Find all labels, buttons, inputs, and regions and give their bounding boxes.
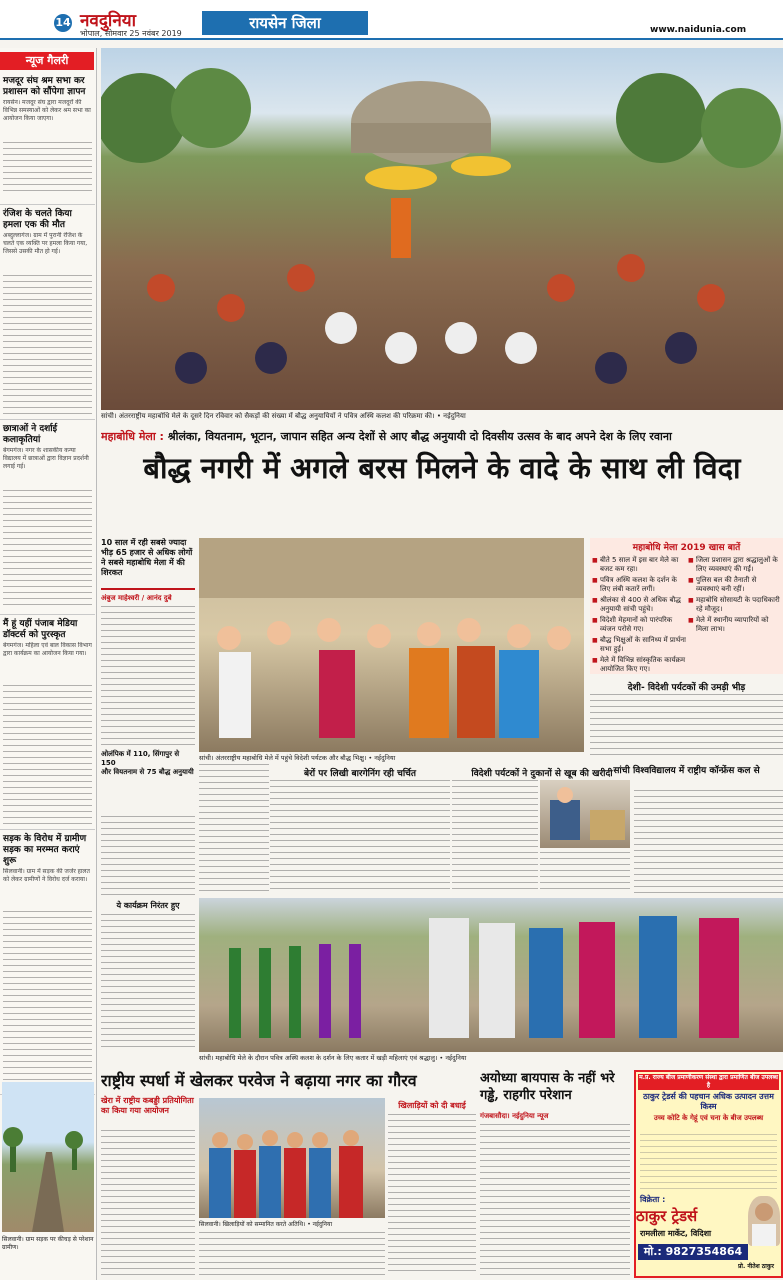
sports-subhead: खिलाड़ियों को दी बधाई xyxy=(398,1101,466,1110)
tourists-photo xyxy=(199,538,584,752)
shops-text xyxy=(452,780,538,894)
newspaper-brand: नवदुनिया xyxy=(80,11,137,31)
story-column-text xyxy=(199,764,269,894)
brief-item xyxy=(0,209,95,420)
sidebar-item: ■ महाबोधि सोसायटी के पदाधिकारी रहे मौजूद। xyxy=(688,596,781,614)
sports-headline: राष्ट्रीय स्पर्धा में खेलकर परवेज ने बढ़ाया नगर का गौरव xyxy=(101,1071,417,1090)
sports-text xyxy=(101,1130,195,1276)
story-deck-line xyxy=(101,428,783,446)
brief-title: सड़क के विरोध में ग्रामीण सड़क का मरम्मत कराएं शुरू xyxy=(3,834,87,866)
sidebar-list-left xyxy=(592,554,686,672)
programs-subhead: ये कार्यक्रम निरंतर हुए xyxy=(116,901,180,910)
shop-caption-lines xyxy=(540,852,630,894)
brief-body: अब्दुल्लागंज। ग्राम में पुरानी रंजिश के चलते एक व्यक्ति पर हमला किया गया, जिससे उसकी मौत हो गई। xyxy=(3,232,88,255)
sidebar-list-right xyxy=(688,554,781,672)
sidebar-item: ■ मेले में स्थानीय व्यापारियों को मिला लाभ। xyxy=(688,616,781,634)
briefs-list xyxy=(0,72,95,1095)
ad-person-photo xyxy=(748,1196,780,1246)
ad-seed-list xyxy=(640,1134,777,1190)
ad-person-name: प्रो. नीतेश ठाकुर xyxy=(738,1263,774,1270)
ad-person-illustration xyxy=(748,1196,780,1246)
sports-photo-illustration xyxy=(199,1098,385,1218)
text-lines xyxy=(3,142,92,192)
numbers-highlight xyxy=(101,750,195,812)
numbers-line-2: और वियतनाम से 75 बौद्ध अनुयायी xyxy=(101,768,194,776)
sidebar-title: महाबोधि मेला 2019 खास बातें xyxy=(632,543,741,553)
sidebar-item: ■ पवित्र अस्थि कलश के दर्शन के लिए लंबी कतारें लगीं। xyxy=(592,576,686,594)
district-banner: रायसेन जिला xyxy=(202,11,368,35)
ad-shop-name: ठाकुर ट्रेडर्स xyxy=(636,1207,698,1225)
tourists-photo-caption: सांची। अंतरराष्ट्रीय महाबोधि मेले में पहुंचे विदेशी पर्यटक और बौद्ध भिक्षु। • नईदुनिया xyxy=(199,754,396,762)
brief-body: सिलवानी। ग्राम में सड़क की जर्जर हालत को लेकर ग्रामीणों ने विरोध दर्ज कराया। xyxy=(3,868,90,883)
news-gallery-label: न्यूज गैलरी xyxy=(0,52,94,70)
conference-subhead: सांची विश्वविद्यालय में राष्ट्रीय कॉन्फ्रेंस कल से xyxy=(613,766,760,776)
queue-photo-illustration xyxy=(199,898,783,1052)
sidebar-item: ■ बौद्ध भिक्षुओं के सानिध्य में प्रार्थना सभा हुई। xyxy=(592,636,686,654)
road-photo-illustration xyxy=(2,1082,94,1232)
brief-body: रायसेन। मजदूर संघ द्वारा मजदूरों की विभिन्न समस्याओं को लेकर श्रम सभा का आयोजन किया जाएगा। xyxy=(3,99,91,122)
website-url: www.naidunia.com xyxy=(650,25,747,35)
shop-photo xyxy=(540,780,630,848)
brief-title: रंजिश के चलते किया हमला एक की मौत xyxy=(3,209,72,230)
brief-item xyxy=(0,619,95,830)
road-photo xyxy=(2,1082,94,1232)
brief-title: मैं हूं यहीं पंजाब मेडिया डॉक्टर्स को पुरस्कृत xyxy=(3,619,78,640)
top-photo-caption: सांची। अंतरराष्ट्रीय महाबोधि मेले के दूसरे दिन रविवार को सैकड़ों की संख्या में बौद्ध अनुयायियों ने पवित्र अस्थि कलश की परिक्रमा की। • नईदुनिया xyxy=(101,412,466,420)
text-lines xyxy=(3,490,92,610)
sports-text-3 xyxy=(388,1114,476,1276)
sports-text-2 xyxy=(199,1232,385,1276)
bargaining-text xyxy=(270,780,450,894)
intro-box: 10 साल में रही सबसे ज्यादा भीड़ 65 हजार से अधिक लोगों ने सबसे महाबोधि मेला में की शिरकत xyxy=(101,538,195,590)
tourists-photo-illustration xyxy=(199,538,584,752)
sidebar-item: ■ विदेशी मेहमानों को पारंपरिक व्यंजन परोसे गए। xyxy=(592,616,686,634)
story-byline: अंबुज माहेश्वरी / आनंद दुबे xyxy=(101,594,172,602)
brief-body: बेगमगंज। महिला एवं बाल विकास विभाग द्वारा कार्यक्रम का आयोजन किया गया। xyxy=(3,642,92,657)
road-headline: अयोध्या बायपास के नहीं भरे गड्ढे, राहगीर परेशान xyxy=(480,1071,615,1103)
ad-top-banner: म.प्र. राज्य बीज प्रमाणीकरण संस्था द्वारा प्रमाणित बीज उपलब्ध है xyxy=(639,1074,778,1089)
tourists-subhead: देशी- विदेशी पर्यटकों की उमड़ी भीड़ xyxy=(627,683,746,693)
numbers-line-1: ओलंपिक में 110, सिंगापुर से 150 xyxy=(101,750,180,767)
dateline: भोपाल, सोमवार 25 नवंबर 2019 xyxy=(80,29,182,38)
text-lines xyxy=(3,911,92,1101)
brief-item xyxy=(0,76,95,205)
ad-tagline-2: उच्च कोटि के गेहूं एवं चना के बीज उपलब्ध xyxy=(653,1114,764,1122)
main-headline: बौद्ध नगरी में अगले बरस मिलने के वादे के साथ ली विदा xyxy=(143,451,741,485)
sports-kicker: खेरा में राष्ट्रीय कबड्डी प्रतियोगिता का किया गया आयोजन xyxy=(101,1096,194,1115)
sidebar-item: ■ बीते 5 साल में इस बार मेले का बजट कम रहा। xyxy=(592,556,686,574)
story-column-text xyxy=(101,606,195,748)
sidebar-item: ■ श्रीलंका से 400 से अधिक बौद्ध अनुयायी सांची पहुंचे। xyxy=(592,596,686,614)
story-deck: श्रीलंका, वियतनाम, भूटान, जापान सहित अन्य देशों से आए बौद्ध अनुयायी दो दिवसीय उत्सव के बाद अपने देश के लिए रवाना xyxy=(167,430,672,443)
programs-text xyxy=(101,914,195,1048)
tourists-text xyxy=(590,694,783,758)
sidebar-item: ■ जिला प्रशासन द्वारा श्रद्धालुओं के लिए व्यवस्थाएं की गईं। xyxy=(688,556,781,574)
sports-photo-caption: सिलवानी। खिलाड़ियों को सम्मानित करते अतिथि। • नईदुनिया xyxy=(199,1221,333,1228)
story-kicker: महाबोधि मेला : xyxy=(101,430,164,443)
shop-photo-illustration xyxy=(540,780,630,848)
sidebar-item: ■ मेले में विभिन्न सांस्कृतिक कार्यक्रम आयोजित किए गए। xyxy=(592,656,686,672)
brief-title: मजदूर संघ श्रम सभा कर प्रशासन को सौंपेगा ज्ञापन xyxy=(3,76,86,97)
bargaining-subhead: बेरों पर लिखी बारगेनिंग रही चर्चित xyxy=(303,769,417,779)
procession-photo-illustration xyxy=(101,48,783,410)
sidebar-item: ■ पुलिस बल की तैनाती से व्यवस्थाएं बनी रहीं। xyxy=(688,576,781,594)
road-text xyxy=(480,1124,630,1276)
brief-body: बेगमगंज। नगर के शासकीय कन्या विद्यालय में छात्राओं द्वारा विज्ञान प्रदर्शनी लगाई गई। xyxy=(3,447,89,470)
shops-subhead: विदेशी पर्यटकों ने दुकानों से खूब की खरीदी xyxy=(471,769,613,779)
left-photo-caption: सिलवानी। ग्राम सड़क पर कीचड़ से परेशान ग्रामीण। xyxy=(2,1236,94,1251)
brief-title: छात्राओं ने दर्शाई कलाकृतियां xyxy=(3,424,58,445)
sports-photo xyxy=(199,1098,385,1218)
brief-item xyxy=(0,424,95,615)
story-column-text xyxy=(101,816,195,896)
ad-seller-label: विक्रेता : xyxy=(640,1195,666,1204)
page-number: 14 xyxy=(54,14,72,32)
procession-photo xyxy=(101,48,783,410)
text-lines xyxy=(3,685,92,825)
ad-tagline: ठाकुर ट्रेडर्स की पहचान अधिक उत्पादन उत्तम किस्म xyxy=(643,1092,774,1111)
queue-photo-caption: सांची। महाबोधि मेले के दौरान पवित्र अस्थि कलश के दर्शन के लिए कतार में खड़ी महिलाएं एवं श्रद्धालु। • नईदुनिया xyxy=(199,1054,467,1062)
ad-phone: मो.: 9827354864 xyxy=(638,1244,748,1260)
queue-photo xyxy=(199,898,783,1052)
ad-address: रामलीला मार्केट, विदिशा xyxy=(640,1229,712,1238)
brief-item xyxy=(0,834,95,1095)
text-lines xyxy=(3,275,92,415)
conference-text xyxy=(634,790,783,894)
road-byline: गंजबासौदा। नईदुनिया न्यूज xyxy=(480,1112,549,1120)
